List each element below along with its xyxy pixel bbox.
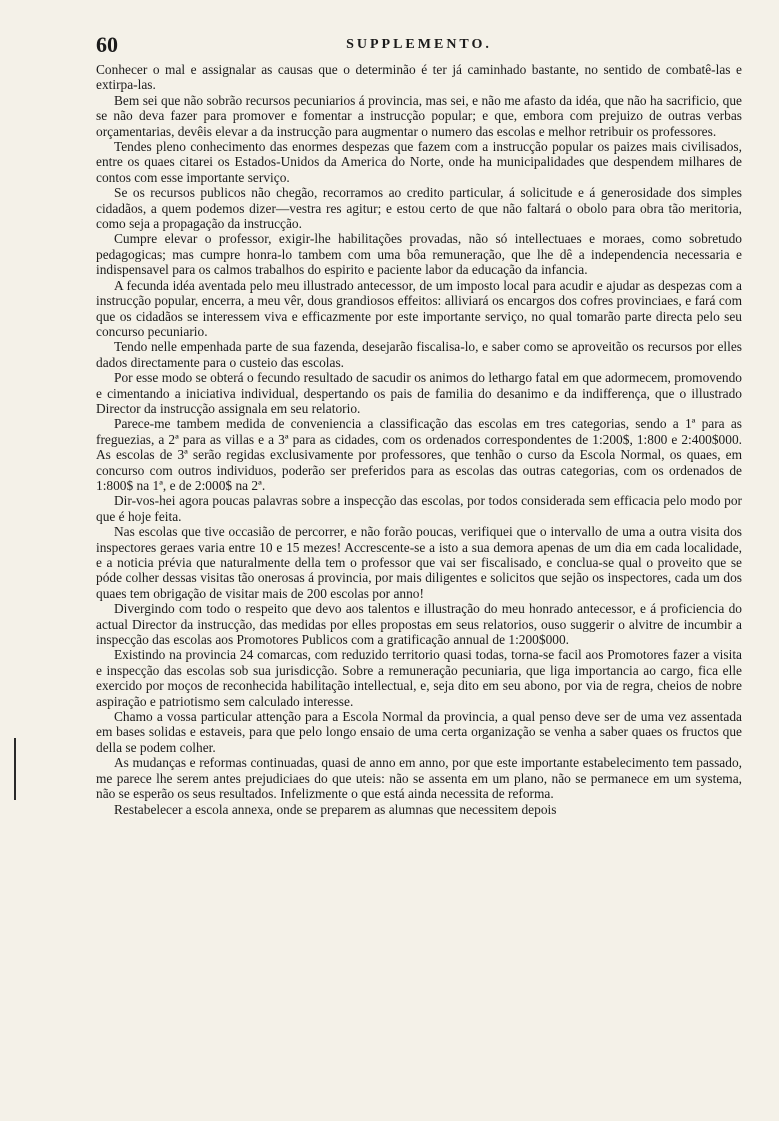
paragraph: Chamo a vossa particular attenção para a Escola Normal da provincia, a qual penso deve ser de uma vez assentada em bases solidas e estaveis, para que pelo longo ensaio de uma certa organização se venha a saber quaes os fructos que della se podem colher. (96, 709, 742, 755)
paragraph: Tendo nelle empenhada parte de sua fazenda, desejarão fiscalisa-lo, e saber como se aproveitão os recursos por elles dados directamente para o custeio das escolas. (96, 339, 742, 370)
page-header (96, 32, 742, 62)
page-number: 60 (96, 32, 118, 57)
paragraph: Dir-vos-hei agora poucas palavras sobre a inspecção das escolas, por todos considerada sem efficacia pelo modo por que é hoje feita. (96, 493, 742, 524)
paragraph: Se os recursos publicos não chegão, recorramos ao credito particular, á solicitude e á generosidade dos simples cidadãos, a quem podemos dizer—vestra res agitur; e estou certo de que não faltará o obolo para obra tão meritoria, como seja a propagação da instrucção. (96, 185, 742, 232)
paragraph: Parece-me tambem medida de conveniencia a classificação das escolas em tres categorias, sendo a 1ª para as freguezias, a 2ª para as villas e a 3ª para as cidades, com os ordenados correspondentes de 1:200$, 1:800 e 2:400$000. As escolas de 3ª serão regidas exclusivamente por professores, que tenhão o curso da Escola Normal, os quaes, em concurso com outros individuos, poderão ser preferidos para as escolas das outras categorias, com os ordenados de 1:800$ na 1ª, e de 2:000$ na 2ª. (96, 416, 742, 493)
paragraph: Restabelecer a escola annexa, onde se preparem as alumnas que necessitem depois (114, 801, 557, 817)
running-title: SUPPLEMENTO. (346, 37, 492, 52)
paragraph: As mudanças e reformas continuadas, quasi de anno em anno, por que este importante estabelecimento tem passado, me parece lhe serem antes prejudiciaes do que uteis: não se assenta em um plano, não se permanece em um systema, não se esperão os seus resultados. Infelizmente o que está ainda necessita de reforma. (96, 755, 742, 802)
paragraph: Existindo na provincia 24 comarcas, com reduzido territorio quasi todas, torna-se facil aos Promotores fazer a visita e inspecção das escolas sob sua jurisdicção. Sobre a remuneração pecuniaria, que liga importancia ao cargo, fica elle exercido por moços de reconhecida habilitação intellectual, e, seja dito em seu abono, por via de regra, cheios de nobre aspiração e patriotismo sem calculado interesse. (96, 647, 742, 709)
paragraph: Tendes pleno conhecimento das enormes despezas que fazem com a instrucção popular os paizes mais civilisados, entre os quaes citarei os Estados-Unidos da America do Norte, onde ha municipalidades que despendem milhares de contos com esse importante serviço. (96, 139, 742, 185)
margin-mark (14, 738, 16, 800)
paragraph: Por esse modo se obterá o fecundo resultado de sacudir os animos do lethargo fatal em que adormecem, promovendo e cimentando a iniciativa individual, despertando os pais de familia do desanimo e da indifferença, que o illustrado Director da instrucção assignala em seu relatorio. (96, 370, 742, 416)
paragraph: A fecunda idéa aventada pelo meu illustrado antecessor, de um imposto local para acudir e ajudar as despezas com a instrucção popular, encerra, a meu vêr, dous grandiosos effeitos: alliviará os encargos dos cofres provinciaes, e fará com que os cidadãos se interessem viva e efficazmente por este importante serviço, no qual tomarão parte directa pelo seu concurso pecuniario. (96, 277, 742, 339)
paragraph: Nas escolas que tive occasião de percorrer, e não forão poucas, verifiquei que o intervallo de uma a outra visita dos inspectores geraes varia entre 10 e 15 mezes! Accrescente-se a isto a sua demora apenas de um dia em cada localidade, e a noticia prévia que naturalmente della tem o professor que vai ser fiscalisado, e conclua-se qual o proveito que se póde colher dessas visitas tão onerosas á provincia, por mais diligentes e solicitos que sejão os inspectores, cada um dos quaes tem obrigação de visitar mais de 200 escolas por anno! (96, 524, 742, 601)
document-page (96, 32, 742, 817)
paragraph: Divergindo com todo o respeito que devo aos talentos e illustração do meu honrado antecessor, e á proficiencia do actual Director da instrucção, das medidas por elles propostas em seus relatorios, ouso suggerir o alvitre de incumbir a inspecção das escolas aos Promotores Publicos com a gratificação annual de 1:200$000. (96, 601, 742, 648)
paragraph: Conhecer o mal e assignalar as causas que o determinão é ter já caminhado bastante, no sentido de combatê-las e extirpa-las. (96, 62, 742, 93)
paragraph: Bem sei que não sobrão recursos pecuniarios á provincia, mas sei, e não me afasto da idéa, que não ha sacrificio, que se não deva fazer para promover e fomentar a instrucção popular; e que, embora com prejuizo de outras verbas orçamentarias, devêis elevar a da instrucção para augmentar o numero das escolas e melhor retribuir os professores. (96, 92, 742, 139)
paragraph: Cumpre elevar o professor, exigir-lhe habilitações provadas, não só intellectuaes e moraes, como sobretudo pedagogicas; mas cumpre honra-lo tambem com uma bôa remuneração, que lhe dê a independencia necessaria e indispensavel para os calmos trabalhos do espirito e paciente labor da educação da infancia. (96, 231, 742, 278)
body-text (96, 62, 742, 817)
